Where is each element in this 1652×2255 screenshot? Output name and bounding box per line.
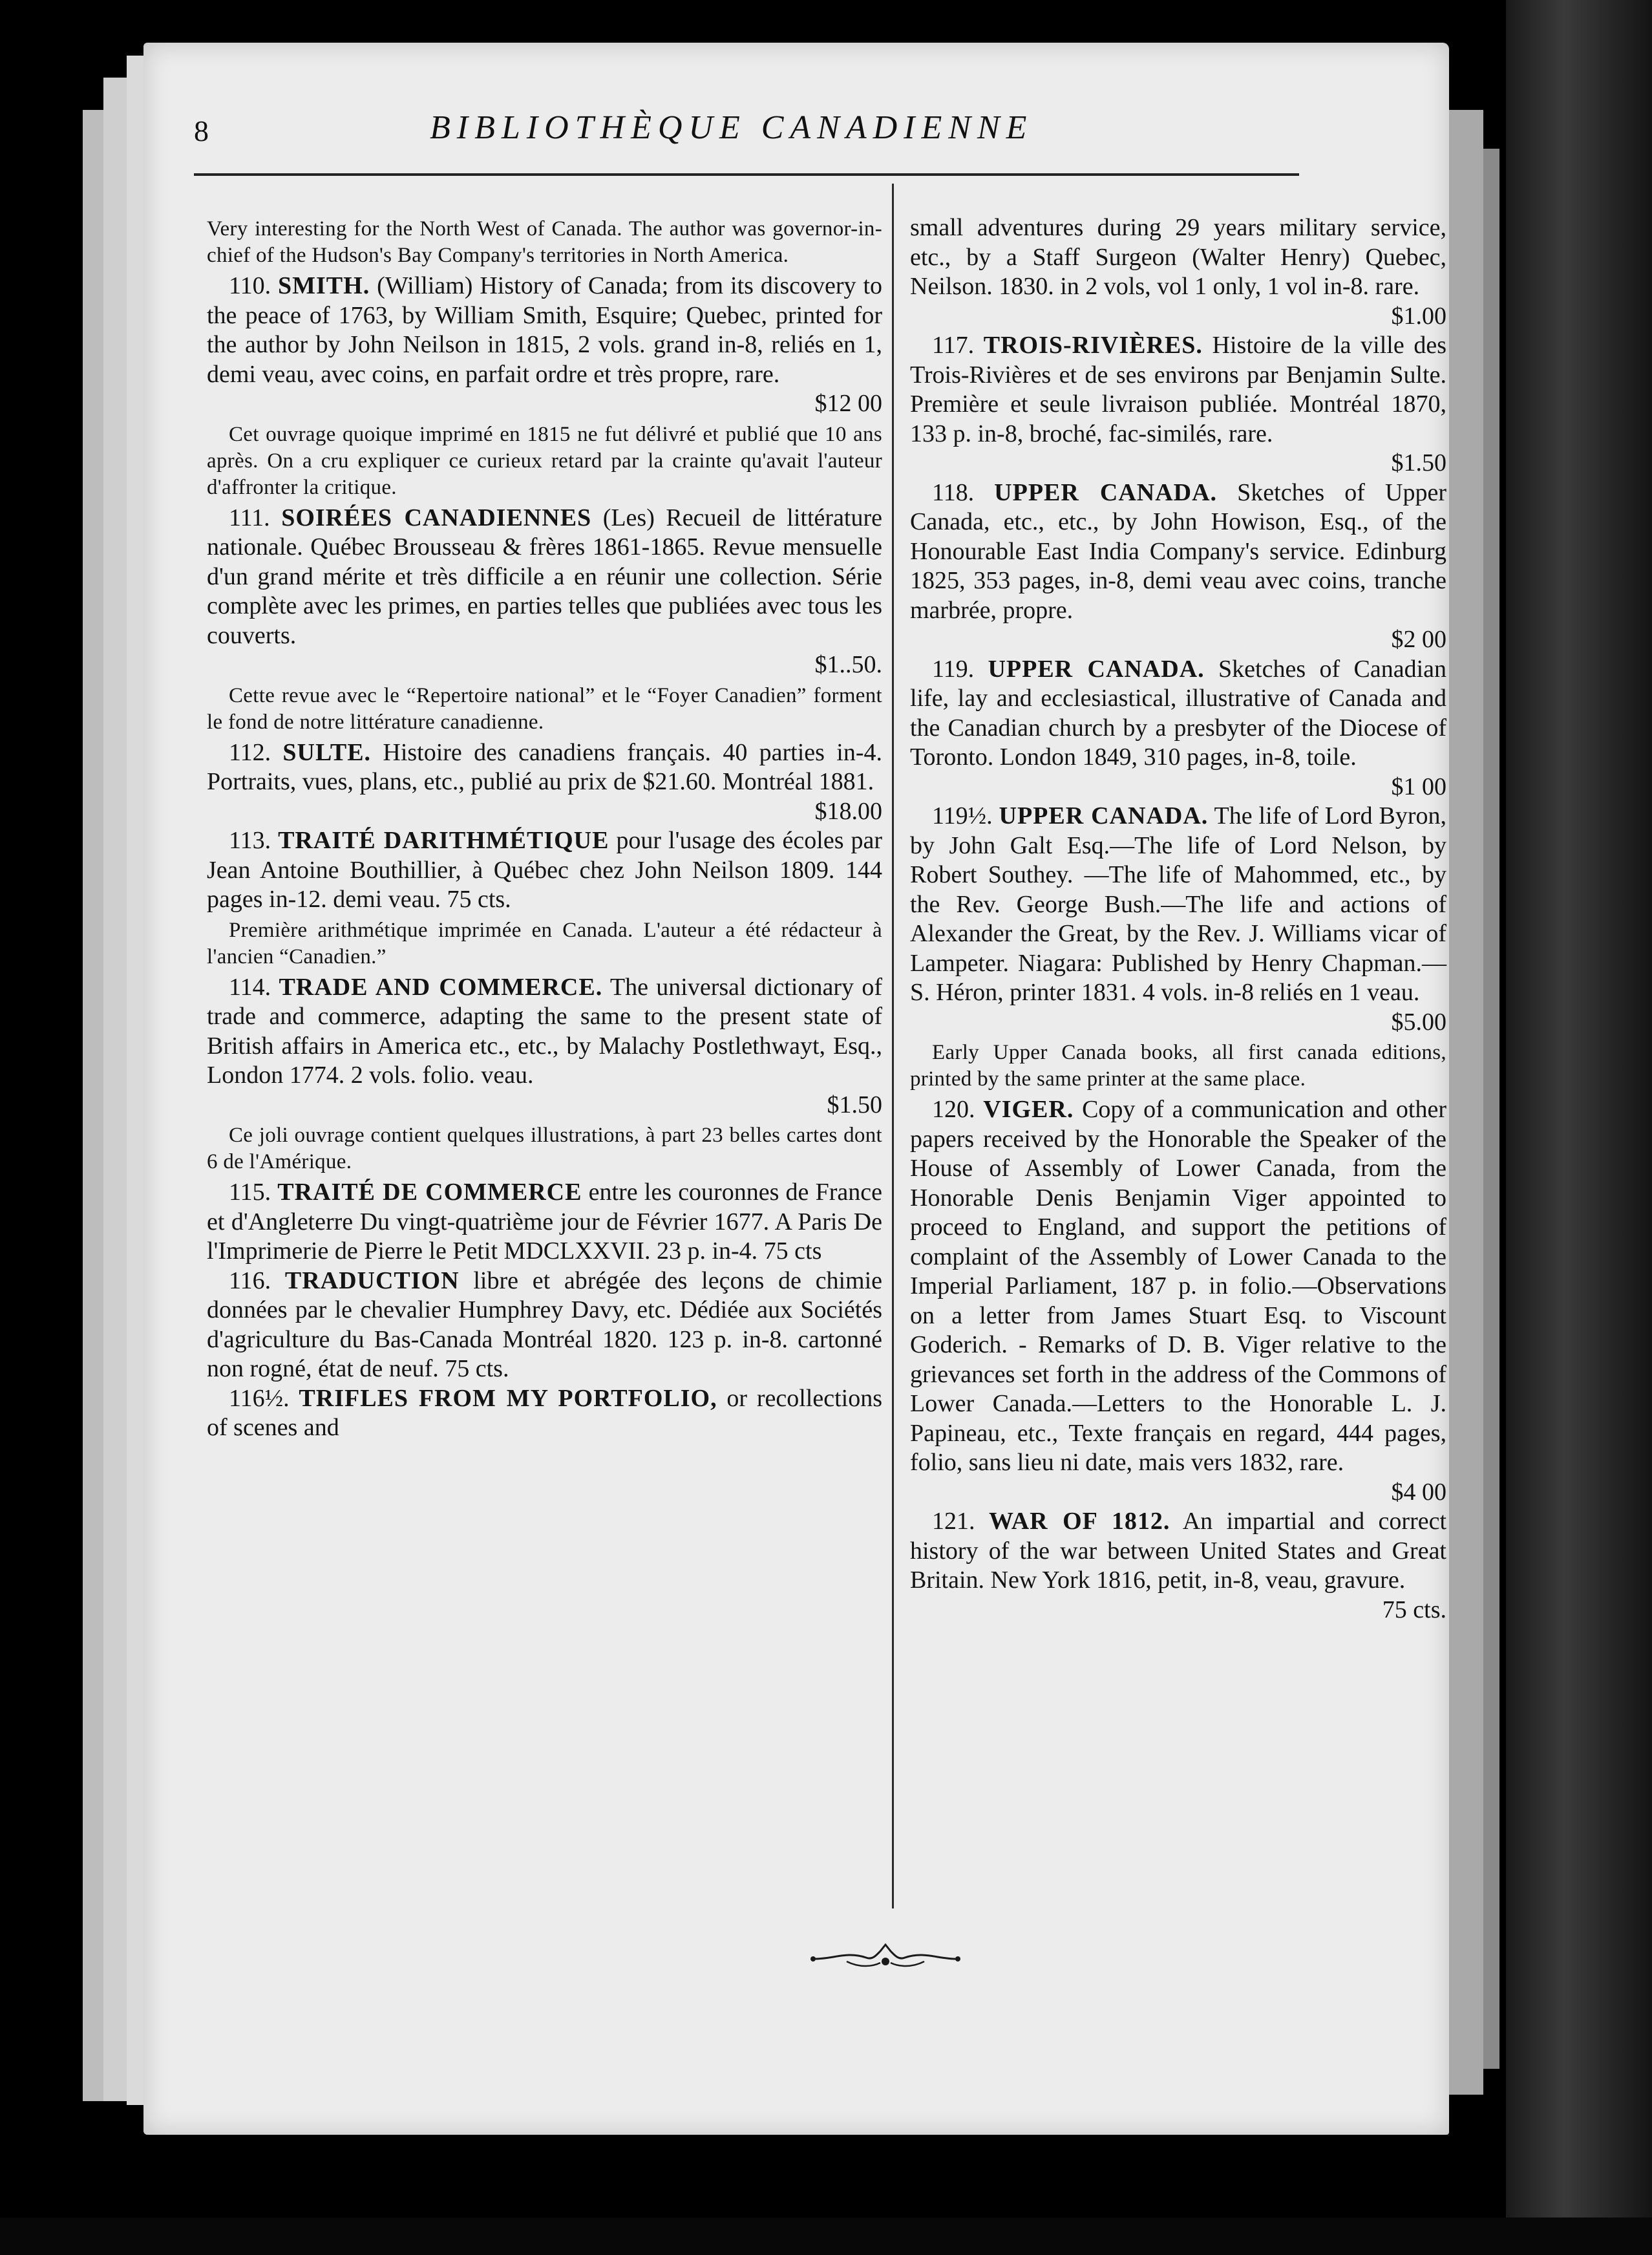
entry-heading: TROIS-RIVIÈRES. (983, 332, 1203, 359)
catalogue-entry (910, 1507, 1446, 1625)
catalogue-entry (910, 655, 1446, 802)
entry-body: Sketches of Upper Canada, etc., etc., by John Howison, Esq., of the Honourable East India Company's service. Edinburg 1825, 353 pages, in-8, demi veau avec coins, tranche marbrée, propre. (910, 478, 1446, 624)
entry-note: Early Upper Canada books, all first canada editions, printed by the same printer at the same place. (910, 1041, 1446, 1091)
entry-number: 121. (932, 1508, 975, 1535)
entry-body: entre les couronnes de France et d'Angleterre Du vingt-quatrième jour de Février 1677. A Paris De l'Imprimerie de Pierre le Petit MDCLXXVII. 23 p. in-4. 75 cts (207, 1179, 882, 1265)
entry-number: 116. (229, 1266, 271, 1294)
entry-number: 112. (229, 738, 271, 766)
continuation-entry (910, 213, 1446, 331)
catalogue-entry (207, 738, 882, 827)
scan-background-bottom (0, 2218, 1652, 2255)
right-column (910, 213, 1446, 1625)
catalogue-entry (207, 272, 882, 419)
entry-number: 110. (229, 272, 271, 299)
entry-number: 119½. (932, 802, 993, 829)
entry-heading: WAR OF 1812. (988, 1508, 1170, 1535)
continuation-text: Very interesting for the North West of Canada. The author was governor-in-chief of the Hudson's Bay Company's territories in North America. (207, 217, 882, 267)
catalogue-entry (207, 504, 882, 680)
running-title: BIBLIOTHÈQUE CANADIENNE (430, 109, 1033, 146)
entry-price: $1.50 (827, 1091, 882, 1118)
entry-heading: TRADE AND COMMERCE. (279, 973, 603, 1001)
catalogue-entry (910, 802, 1446, 1037)
entry-heading: UPPER CANADA. (994, 478, 1218, 506)
entry-price: $4 00 (1391, 1478, 1446, 1506)
continuation-text: small adventures during 29 years military service, etc., by a Staff Surgeon (Walter Henry) Quebec, Neilson. 1830. in 2 vols, vol 1 only, 1 vol in-8. rare. (910, 214, 1446, 300)
entry-heading: SMITH. (278, 272, 370, 299)
entry-note: Ce joli ouvrage contient quelques illustrations, à part 23 belles cartes dont 6 de l'Amérique. (207, 1124, 882, 1173)
catalogue-entry (207, 1384, 882, 1443)
catalogue-entry (910, 331, 1446, 478)
catalogue-entry (207, 1266, 882, 1384)
entry-body: libre et abrégée des leçons de chimie données par le chevalier Humphrey Davy, etc. Dédiée aux Sociétés d'agriculture du Bas-Canada Montréal 1820. 123 p. in-8. cartonné non rogné, état de neuf. 75 cts. (207, 1266, 883, 1382)
entry-price: $5.00 (1391, 1008, 1446, 1036)
catalogue-entry (910, 478, 1446, 655)
entry-note: Première arithmétique imprimée en Canada. L'auteur a été rédacteur à l'ancien “Canadien.” (207, 918, 882, 968)
page-stack-edge-right (1445, 110, 1483, 2095)
entry-heading: VIGER. (983, 1096, 1074, 1123)
entry-number: 113. (229, 827, 271, 854)
entry-heading: TRIFLES FROM MY PORTFOLIO, (299, 1384, 717, 1412)
entry-number: 115. (229, 1179, 271, 1206)
entry-price: $2 00 (1391, 626, 1446, 653)
printers-flourish-ornament-icon (808, 1938, 963, 1977)
catalogue-entry (910, 1095, 1446, 1507)
entry-body: Sketches of Canadian life, lay and ecclesiastical, illustrative of Canada and the Canadian church by a presbyter of the Diocese of Toronto. London 1849, 310 pages, in-8, toile. (910, 655, 1447, 771)
entry-heading: SOIRÉES CANADIENNES (281, 504, 592, 531)
entry-price: 75 cts. (1382, 1596, 1446, 1623)
catalogue-entry (207, 826, 882, 915)
entry-price: $1.50 (1391, 449, 1446, 476)
catalogue-entry (207, 973, 882, 1120)
entry-note: Cette revue avec le “Repertoire national” et le “Foyer Canadien” forment le fond de notre littérature canadienne. (207, 683, 882, 734)
entry-number: 117. (932, 332, 975, 359)
entry-body: Histoire des canadiens français. 40 parties in-4. Portraits, vues, plans, etc., publié au prix de $21.60. Montréal 1881. (207, 738, 882, 795)
scan-background-right (1506, 0, 1652, 2255)
entry-number: 116½. (229, 1384, 290, 1412)
entry-number: 114. (229, 973, 271, 1001)
entry-body: (Les) Recueil de littérature nationale. Québec Brousseau & frères 1861-1865. Revue mensuelle d'un grand mérite et très difficile a en réunir une collection. Série complète avec les primes, en parties telles que publiées avec tous les couverts. (207, 504, 883, 649)
entry-heading: TRADUCTION (284, 1266, 460, 1294)
entry-body: The universal dictionary of trade and commerce, adapting the same to the present state of British affairs in America etc., etc., by Malachy Postlethwayt, Esq., London 1774. 2 vols. folio. veau. (207, 973, 882, 1089)
entry-price: $18.00 (814, 797, 882, 825)
entry-price: $1 00 (1391, 773, 1446, 800)
entry-heading: TRAITÉ DE COMMERCE (277, 1179, 582, 1206)
entry-number: 118. (932, 478, 975, 506)
entry-heading: UPPER CANADA. (988, 655, 1205, 683)
entry-body: Copy of a communication and other papers received by the Honorable the Speaker of the House of Assembly of Lower Canada, from the Honorable Denis Benjamin Viger appointed to proceed to England, and support the petitions of complaint of the Assembly of Lower Canada to the Imperial Parliament, 187 p. in folio.—Observations on a letter from James Stuart Esq. to Viscount Goderich. - Remarks of D. B. Viger relative to the grievances set forth in the address of the Commons of Lower Canada.—Letters to the Honorable L. J. Papineau, etc., Texte français en regard, 444 pages, folio, sans lieu ni date, mais vers 1832, rare. (910, 1096, 1447, 1476)
entry-body: Histoire de la ville des Trois-Rivières et de ses environs par Benjamin Sulte. Première et seule livraison publiée. Montréal 1870, 133 p. in-8, broché, fac-similés, rare. (910, 332, 1446, 447)
entry-heading: SULTE. (282, 738, 372, 766)
header-rule (194, 173, 1299, 176)
entry-number: 111. (229, 504, 270, 531)
entry-number: 120. (932, 1096, 975, 1123)
entry-body: An impartial and correct history of the war between United States and Great Britain. New York 1816, petit, in-8, veau, gravure. (910, 1508, 1447, 1594)
entry-price: $1.00 (1391, 302, 1446, 330)
entry-body: The life of Lord Byron, by John Galt Esq.—The life of Lord Nelson, by Robert Southey. —The life of Mahommed, etc., by the Rev. George Bush.—The life and actions of Alexander the Great, by the Rev. J. Williams vicar of Lampeter. Niagara: Published by Henry Chapman.—S. Héron, printer 1831. 4 vols. in-8 reliés en 1 veau. (910, 802, 1446, 1006)
page-number: 8 (194, 114, 209, 147)
entry-body: or recollections of scenes and (207, 1384, 883, 1441)
entry-price: $1..50. (814, 651, 882, 678)
left-column (207, 213, 882, 1443)
entry-heading: TRAITÉ DARITHMÉTIQUE (278, 827, 609, 854)
entry-number: 119. (932, 655, 975, 683)
entry-body: (William) History of Canada; from its discovery to the peace of 1763, by William Smith, Esquire; Quebec, printed for the author by John Neilson in 1815, 2 vols. grand in-8, reliés en 1, demi veau, avec coins, en parfait ordre et très propre, rare. (207, 272, 883, 388)
entry-body: pour l'usage des écoles par Jean Antoine Bouthillier, à Québec chez John Neilson 1809. 144 pages in-12. demi veau. 75 cts. (207, 827, 882, 913)
entry-price: $12 00 (814, 390, 882, 417)
entry-note: Cet ouvrage quoique imprimé en 1815 ne fut délivré et publié que 10 ans après. On a cru expliquer ce curieux retard par la crainte qu'avait l'auteur d'affronter la critique. (207, 422, 882, 499)
entry-heading: UPPER CANADA. (999, 802, 1209, 829)
catalogue-entry (207, 1178, 882, 1266)
column-divider (892, 184, 894, 1908)
